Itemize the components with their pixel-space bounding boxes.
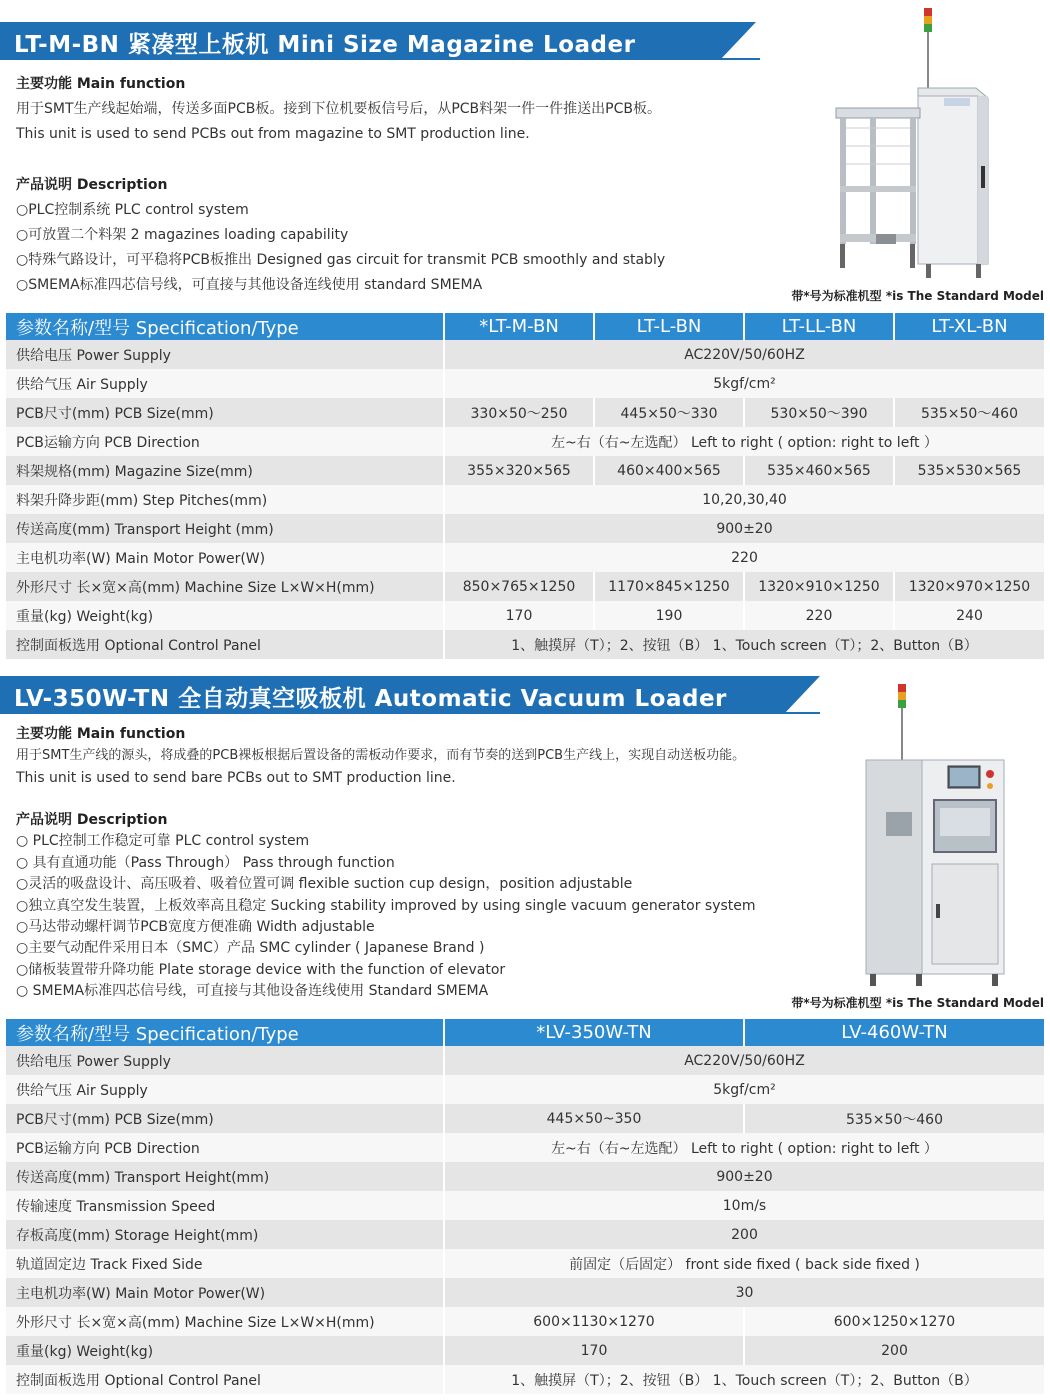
row-value: 1170×845×1250	[594, 572, 744, 601]
row-value: 10,20,30,40	[444, 485, 1044, 514]
row-label: PCB运输方向 PCB Direction	[6, 1133, 444, 1162]
row-value: 355×320×565	[444, 456, 594, 485]
row-value: 535×530×565	[894, 456, 1044, 485]
table-row	[6, 1133, 1044, 1162]
row-label: 料架升降步距(mm) Step Pitches(mm)	[6, 485, 444, 514]
section2-main-function	[16, 723, 745, 789]
table-row	[6, 1249, 1044, 1278]
row-value: 200	[744, 1336, 1044, 1365]
table-row	[6, 1336, 1044, 1365]
vacuum-loader-image	[856, 682, 1016, 988]
row-label: 料架规格(mm) Magazine Size(mm)	[6, 456, 444, 485]
description-item: ○ PLC控制工作稳定可靠 PLC control system	[16, 833, 310, 850]
row-label: 供给电压 Power Supply	[6, 340, 444, 369]
row-value: 1、触摸屏（T）；2、按钮（B） 1、Touch screen（T）；2、Button（B）	[444, 1365, 1044, 1394]
header-cell: 参数名称/型号 Specification/Type	[6, 1019, 444, 1046]
row-value: 445×50~350	[444, 1104, 744, 1133]
row-value: 900±20	[444, 1162, 1044, 1191]
description-item: ○主要气动配件采用日本（SMC）产品 SMC cylinder ( Japanese Brand )	[16, 940, 485, 957]
row-label: 传送高度(mm) Transport Height(mm)	[6, 1162, 444, 1191]
header-cell: LV-460W-TN	[744, 1019, 1044, 1046]
section2-spec-table	[6, 1019, 1044, 1394]
section1-spec-table	[6, 313, 1044, 659]
main-function-line: 用于SMT生产线起始端，传送多面PCB板。接到下位机要板信号后，从PCB料架一件一件推送出PCB板。	[16, 101, 661, 117]
row-label: 传输速度 Transmission Speed	[6, 1191, 444, 1220]
row-label: 主电机功率(W) Main Motor Power(W)	[6, 1278, 444, 1307]
row-label: 主电机功率(W) Main Motor Power(W)	[6, 543, 444, 572]
table-row	[6, 398, 1044, 427]
row-value: 左~右（右~左选配） Left to right ( option: right to left ）	[444, 1133, 1044, 1162]
row-label: 传送高度(mm) Transport Height (mm)	[6, 514, 444, 543]
row-value: 10m/s	[444, 1191, 1044, 1220]
table-row	[6, 572, 1044, 601]
table-row	[6, 514, 1044, 543]
row-value: 460×400×565	[594, 456, 744, 485]
section1-main-function	[16, 72, 661, 147]
row-value: 190	[594, 601, 744, 630]
row-value: 1320×970×1250	[894, 572, 1044, 601]
header-cell: LT-XL-BN	[894, 313, 1044, 340]
section1-description	[16, 173, 665, 298]
row-value: 330×50～250	[444, 398, 594, 427]
table-header-row	[6, 313, 1044, 340]
table-row	[6, 543, 1044, 572]
description-item: ○储板装置带升降功能 Plate storage device with the function of elevator	[16, 961, 506, 978]
main-function-heading: 主要功能 Main function	[16, 726, 186, 742]
row-value: 前固定（后固定） front side fixed ( back side fixed )	[444, 1249, 1044, 1278]
row-label: 外形尺寸 长×宽×高(mm) Machine Size L×W×H(mm)	[6, 1307, 444, 1336]
row-value: 530×50～390	[744, 398, 894, 427]
row-value: 170	[444, 601, 594, 630]
table-row	[6, 427, 1044, 456]
row-value: 850×765×1250	[444, 572, 594, 601]
header-cell: *LV-350W-TN	[444, 1019, 744, 1046]
table-row	[6, 485, 1044, 514]
description-item: ○独立真空发生装置，上板效率高且稳定 Sucking stability improved by using single vacuum generator system	[16, 897, 756, 914]
description-item: ○灵活的吸盘设计、高压吸着、吸着位置可调 flexible suction cup design，position adjustable	[16, 876, 633, 893]
header-cell: 参数名称/型号 Specification/Type	[6, 313, 444, 340]
description-heading: 产品说明 Description	[16, 812, 168, 828]
row-value: 535×460×565	[744, 456, 894, 485]
standard-model-caption: 带*号为标准机型 *is The Standard Model	[791, 996, 1044, 1010]
description-item: ○马达带动螺杆调节PCB宽度方便准确 Width adjustable	[16, 919, 375, 936]
header-cell: *LT-M-BN	[444, 313, 594, 340]
row-label: 控制面板选用 Optional Control Panel	[6, 1365, 444, 1394]
table-row	[6, 456, 1044, 485]
row-value: 600×1250×1270	[744, 1307, 1044, 1336]
main-function-line: This unit is used to send PCBs out from magazine to SMT production line.	[16, 126, 530, 142]
main-function-line: This unit is used to send bare PCBs out to SMT production line.	[16, 770, 456, 786]
main-function-heading: 主要功能 Main function	[16, 76, 186, 92]
section2-title: LV-350W-TN 全自动真空吸板机 Automatic Vacuum Loader	[14, 686, 727, 712]
row-value: 240	[894, 601, 1044, 630]
row-value: 220	[744, 601, 894, 630]
row-value: 535×50～460	[894, 398, 1044, 427]
row-value: 535×50～460	[744, 1104, 1044, 1133]
row-value: 600×1130×1270	[444, 1307, 744, 1336]
description-item: ○SMEMA标准四芯信号线，可直接与其他设备连线使用 standard SMEMA	[16, 277, 483, 293]
row-label: PCB运输方向 PCB Direction	[6, 427, 444, 456]
row-value: 左~右（右~左选配） Left to right ( option: right to left ）	[444, 427, 1044, 456]
row-value: 220	[444, 543, 1044, 572]
row-label: 供给气压 Air Supply	[6, 1075, 444, 1104]
row-value: 30	[444, 1278, 1044, 1307]
description-item: ○可放置二个料架 2 magazines loading capability	[16, 227, 349, 243]
description-item: ○特殊气路设计，可平稳将PCB板推出 Designed gas circuit for transmit PCB smoothly and stably	[16, 252, 666, 268]
row-label: 重量(kg) Weight(kg)	[6, 1336, 444, 1365]
table-row	[6, 1162, 1044, 1191]
section2-description	[16, 810, 756, 1003]
table-row	[6, 1104, 1044, 1133]
table-row	[6, 340, 1044, 369]
row-label: 控制面板选用 Optional Control Panel	[6, 630, 444, 659]
section1-title: LT-M-BN 紧凑型上板机 Mini Size Magazine Loader	[14, 32, 636, 58]
row-label: 存板高度(mm) Storage Height(mm)	[6, 1220, 444, 1249]
row-value: 170	[444, 1336, 744, 1365]
description-heading: 产品说明 Description	[16, 177, 168, 193]
table-row	[6, 369, 1044, 398]
table-row	[6, 1307, 1044, 1336]
row-value: 445×50～330	[594, 398, 744, 427]
row-value: 900±20	[444, 514, 1044, 543]
table-row	[6, 1075, 1044, 1104]
row-value: AC220V/50/60HZ	[444, 340, 1044, 369]
row-label: PCB尺寸(mm) PCB Size(mm)	[6, 1104, 444, 1133]
table-header-row	[6, 1019, 1044, 1046]
row-value: 1320×910×1250	[744, 572, 894, 601]
table-row	[6, 1046, 1044, 1075]
row-value: 5kgf/cm²	[444, 369, 1044, 398]
standard-model-caption: 带*号为标准机型 *is The Standard Model	[791, 289, 1044, 303]
row-label: 重量(kg) Weight(kg)	[6, 601, 444, 630]
table-row	[6, 1365, 1044, 1394]
section1-banner	[0, 22, 760, 60]
row-label: 轨道固定边 Track Fixed Side	[6, 1249, 444, 1278]
magazine-loader-image	[826, 6, 1006, 286]
description-item: ○PLC控制系统 PLC control system	[16, 202, 249, 218]
main-function-line: 用于SMT生产线的源头，将成叠的PCB裸板根据后置设备的需板动作要求，而有节奏的送到PCB生产线上，实现自动送板功能。	[16, 748, 746, 763]
row-value: 5kgf/cm²	[444, 1075, 1044, 1104]
row-value: 200	[444, 1220, 1044, 1249]
row-label: 外形尺寸 长×宽×高(mm) Machine Size L×W×H(mm)	[6, 572, 444, 601]
row-label: 供给气压 Air Supply	[6, 369, 444, 398]
table-row	[6, 1278, 1044, 1307]
section2-banner	[0, 676, 820, 714]
row-value: 1、触摸屏（T）；2、按钮（B） 1、Touch screen（T）；2、Button（B）	[444, 630, 1044, 659]
row-label: PCB尺寸(mm) PCB Size(mm)	[6, 398, 444, 427]
row-value: AC220V/50/60HZ	[444, 1046, 1044, 1075]
description-item: ○ SMEMA标准四芯信号线，可直接与其他设备连线使用 Standard SMEMA	[16, 983, 489, 1000]
table-row	[6, 630, 1044, 659]
table-row	[6, 601, 1044, 630]
table-row	[6, 1220, 1044, 1249]
description-item: ○ 具有直通功能（Pass Through） Pass through function	[16, 854, 395, 871]
header-cell: LT-LL-BN	[744, 313, 894, 340]
header-cell: LT-L-BN	[594, 313, 744, 340]
table-row	[6, 1191, 1044, 1220]
row-label: 供给电压 Power Supply	[6, 1046, 444, 1075]
